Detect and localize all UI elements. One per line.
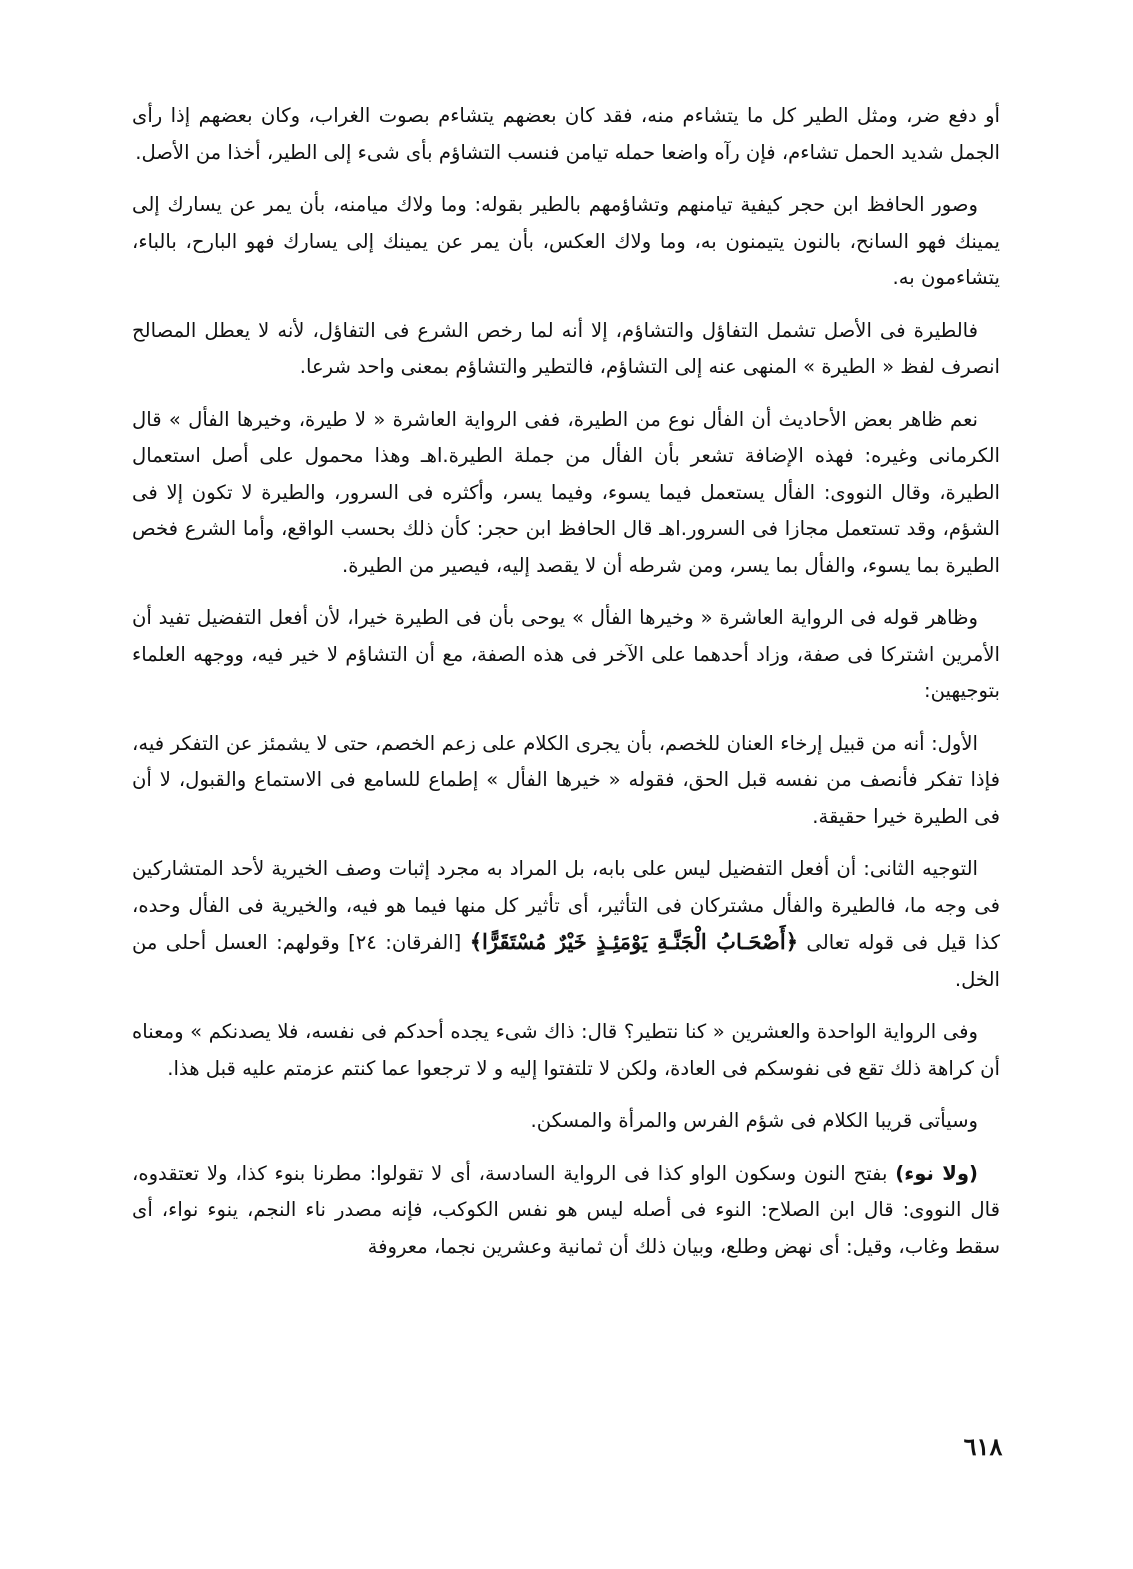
term-heading: (ولا نوء): [895, 1161, 978, 1185]
paragraph-7-text-before: التوجيه الثانى: أن أفعل التفضيل ليس على بابه، بل المراد به مجرد إثبات وصف الخيرية لأحد المتشاركين فى وجه ما، فالطيرة والفأل مشتركان فى التأثير، أى تأثير كل منها فيما هو فيه، والخيرية فى الفأل وحده، كذا قيل فى قوله تعالى: [132, 857, 1000, 954]
page-number: ٦١٨: [963, 1432, 1003, 1461]
paragraph-10: [132, 1156, 1000, 1266]
paragraph-10-text: بفتح النون وسكون الواو كذا فى الرواية السادسة، أى لا تقولوا: مطرنا بنوء كذا، ولا تعتقدوه، قال النووى: قال ابن الصلاح: النوء فى أصله ليس هو نفس الكوكب، فإنه مصدر ناء النجم، ينوء نواء، أى سقط وغاب، وقيل: أى نهض وطلع، وبيان ذلك أن ثمانية وعشرين نجما، معروفة: [132, 1161, 1000, 1258]
paragraph-9: وسيأتى قريبا الكلام فى شؤم الفرس والمرأة والمسكن.: [530, 1109, 978, 1132]
paragraph-7: [132, 851, 1000, 998]
paragraph-1: أو دفع ضر، ومثل الطير كل ما يتشاءم منه، فقد كان بعضهم يتشاءم بصوت الغراب، وكان بعضهم إذا رأى الجمل شديد الحمل تشاءم، فإن رآه واضعا حمله تيامن فنسب التشاؤم بأى شىء إلى الطير، أخذا من الأصل.: [132, 104, 1000, 164]
paragraph-8: وفى الرواية الواحدة والعشرين « كنا نتطير؟ قال: ذاك شىء يجده أحدكم فى نفسه، فلا يصدنكم » ومعناه أن كراهة ذلك تقع فى نفوسكم فى العادة، ولكن لا تلتفتوا إليه و لا ترجعوا عما كنتم عزمتم عليه قبل هذا.: [132, 1020, 1000, 1080]
paragraph-4: نعم ظاهر بعض الأحاديث أن الفأل نوع من الطيرة، ففى الرواية العاشرة « لا طيرة، وخيرها الفأل » قال الكرمانى وغيره: فهذه الإضافة تشعر بأن الفأل من جملة الطيرة.اهـ وهذا محمول على أصل استعمال الطيرة، وقال النووى: الفأل يستعمل فيما يسوء، وفيما يسر، وأكثره فى السرور، والطيرة لا تكون إلا فى الشؤم، وقد تستعمل مجازا فى السرور.اهـ قال الحافظ ابن حجر: كأن ذلك بحسب الواقع، وأما الشرع فخص الطيرة بما يسوء، والفأل بما يسر، ومن شرطه أن لا يقصد إليه، فيصير من الطيرة.: [132, 407, 1000, 577]
quran-verse: ﴿أَصْحَـابُ الْجَنَّـةِ يَوْمَئِـذٍ خَيْرٌ مُسْتَقَرًّا﴾: [469, 929, 799, 954]
paragraph-7-text-after: [الفرقان: ٢٤] وقولهم: العسل أحلى من الخل.: [132, 931, 1000, 991]
paragraph-3: فالطيرة فى الأصل تشمل التفاؤل والتشاؤم، إلا أنه لما رخص الشرع فى التفاؤل، لأنه لا يعطل المصالح انصرف لفظ « الطيرة » المنهى عنه إلى التشاؤم، فالتطير والتشاؤم بمعنى واحد شرعا.: [132, 318, 1000, 378]
paragraph-5: وظاهر قوله فى الرواية العاشرة « وخيرها الفأل » يوحى بأن فى الطيرة خيرا، لأن أفعل التفضيل تفيد أن الأمرين اشتركا فى صفة، وزاد أحدهما على الآخر فى هذه الصفة، مع أن التشاؤم لا خير فيه، ووجهه العلماء بتوجيهين:: [132, 606, 1000, 702]
paragraph-2: وصور الحافظ ابن حجر كيفية تيامنهم وتشاؤمهم بالطير بقوله: وما ولاك ميامنه، بأن يمر عن يسارك إلى يمينك فهو السانح، بالنون يتيمنون به، وما ولاك العكس، بأن يمر عن يمينك إلى يسارك فهو البارح، بالباء، يتشاءمون به.: [132, 193, 1000, 289]
page-body: [132, 98, 1000, 1281]
paragraph-6: الأول: أنه من قبيل إرخاء العنان للخصم، بأن يجرى الكلام على زعم الخصم، حتى لا يشمئز عن التفكر فيه، فإذا تفكر فأنصف من نفسه قبل الحق، فقوله « خيرها الفأل » إطماع للسامع فى الاستماع والقبول، لا أن فى الطيرة خيرا حقيقة.: [132, 731, 1000, 828]
